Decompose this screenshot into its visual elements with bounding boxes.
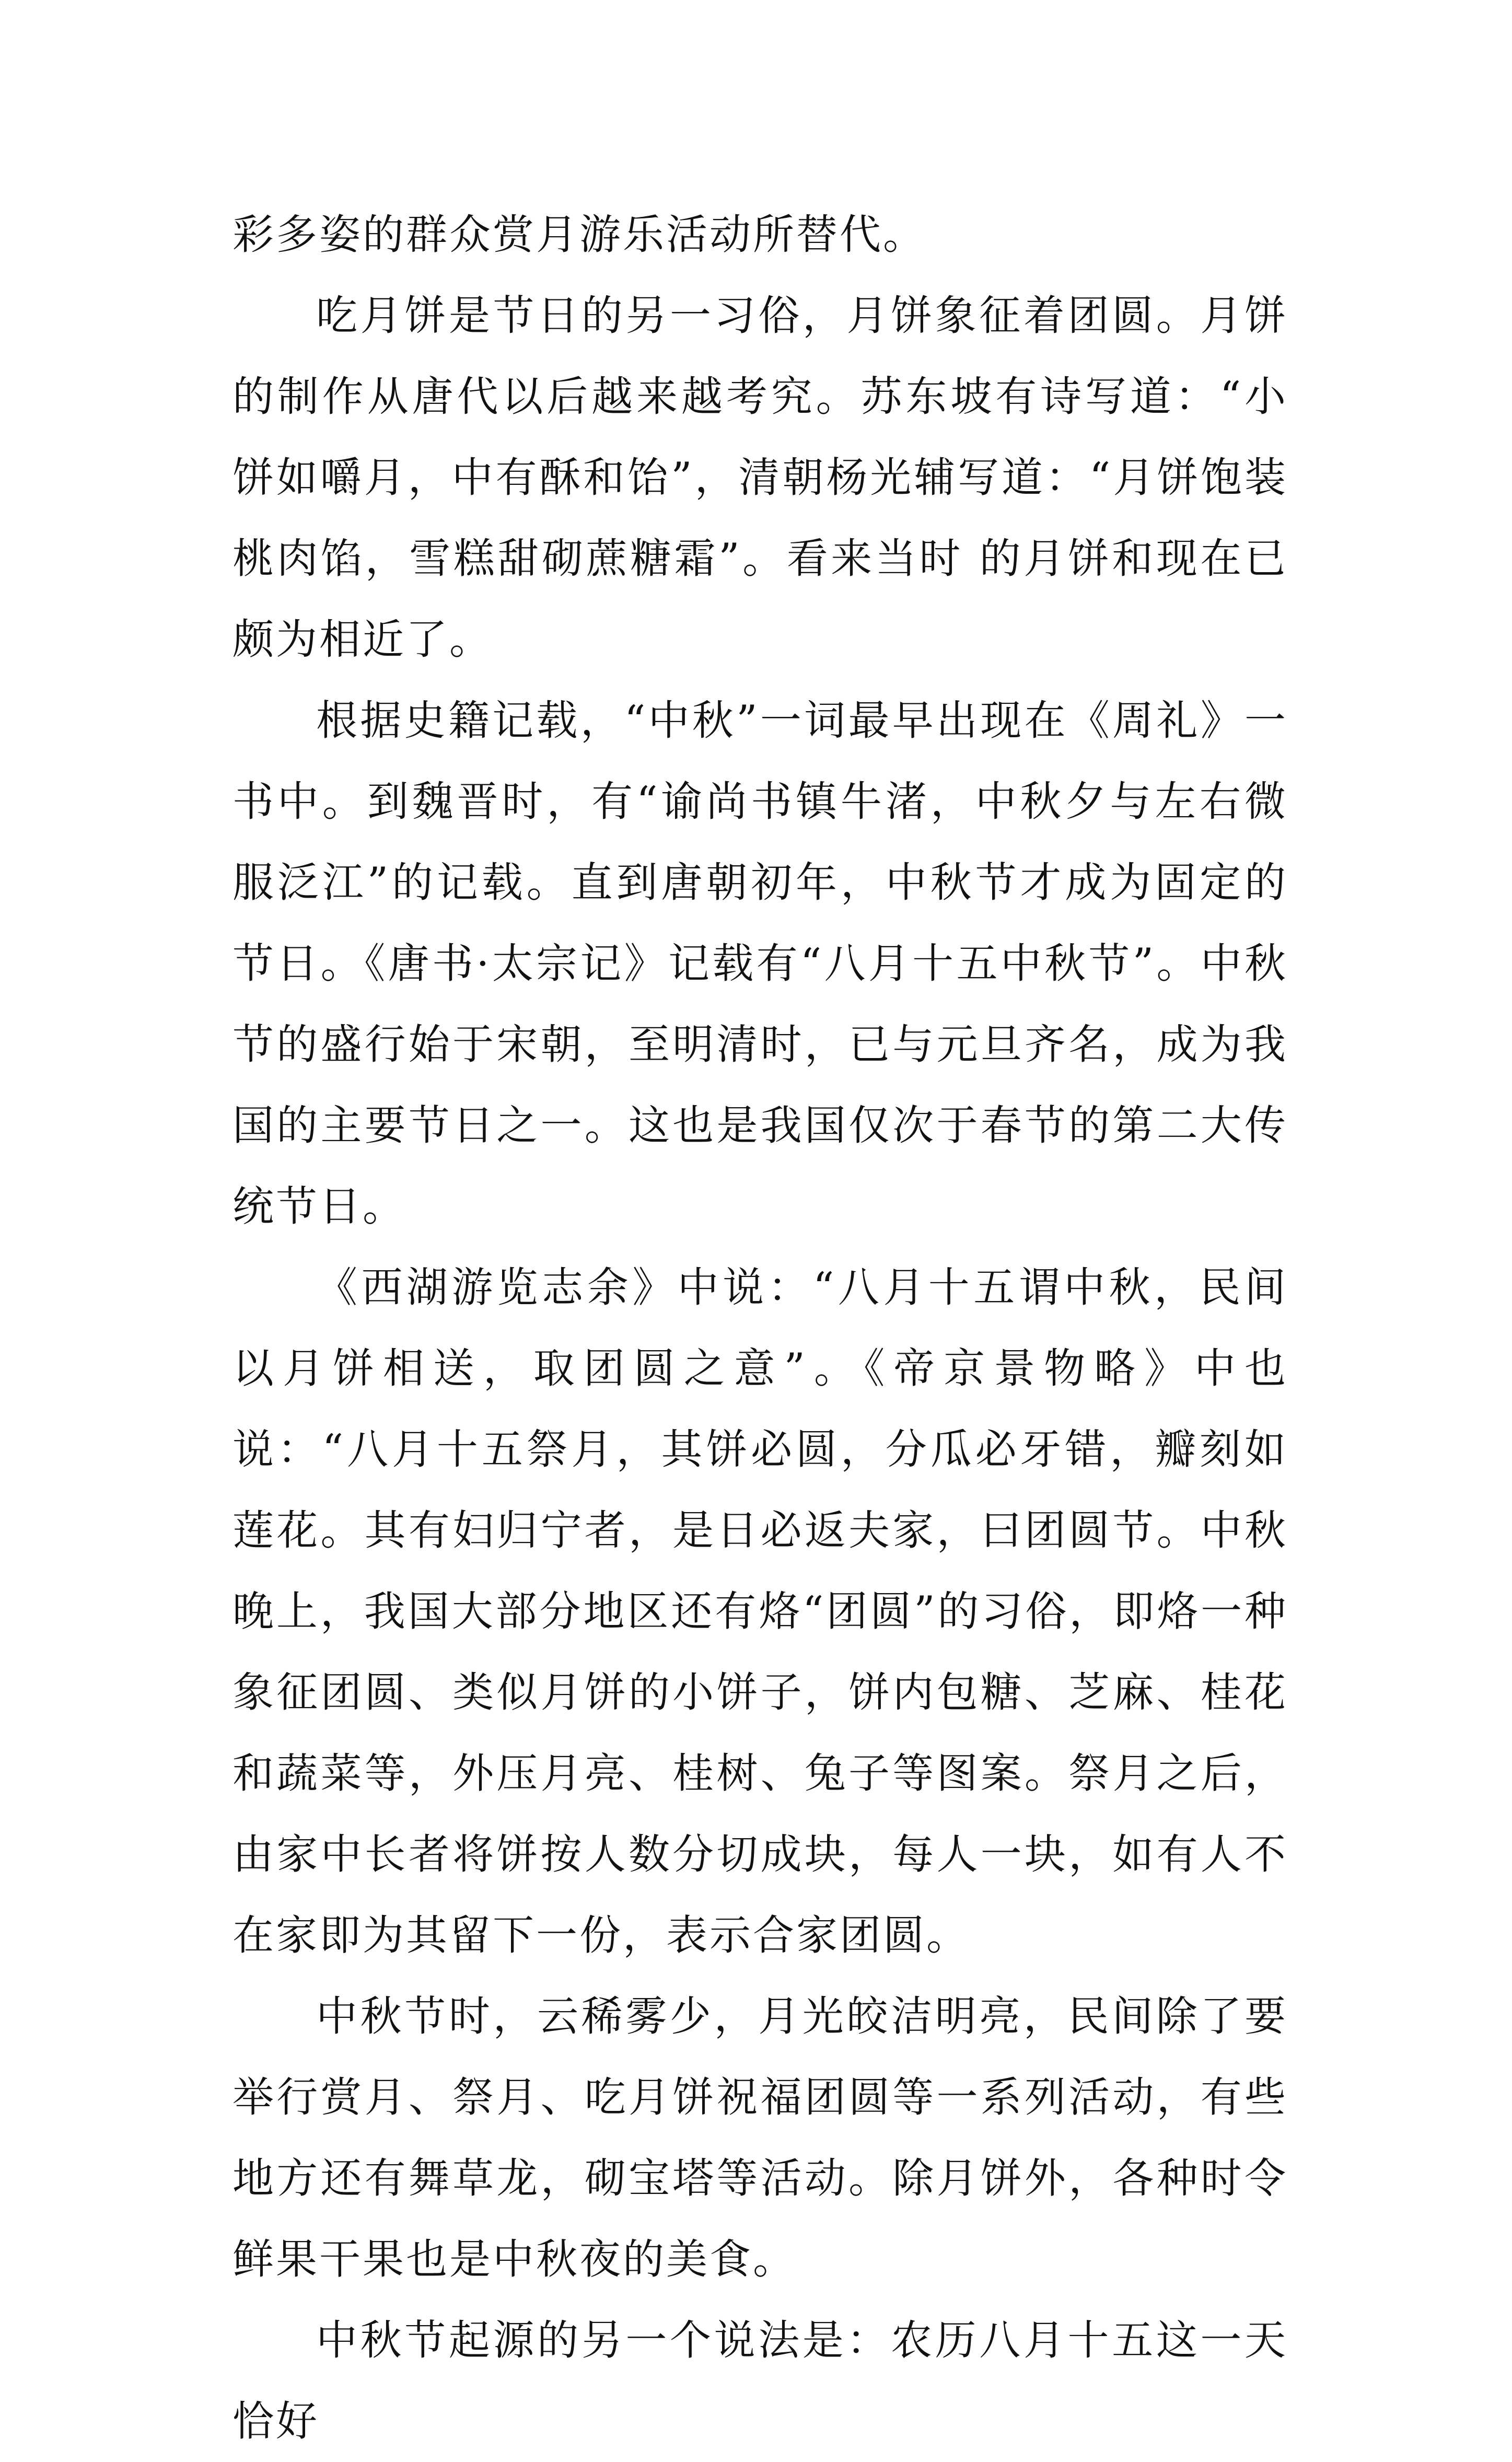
paragraph-reunion-customs: 《西湖游览志余》中说：“八月十五谓中秋，民间以月饼相送，取团圆之意”。《帝京景物略》中也说：“八月十五祭月，其饼必圆，分瓜必牙错，瓣刻如莲花。其有妇归宁者，是日必返夫家，曰团圆节。中秋晚上，我国大部分地区还有烙“团圆”的习俗，即烙一种象征团圆、类似月饼的小饼子，饼内包糖、芝麻、桂花和蔬菜等，外压月亮、桂树、兔子等图案。祭月之后，由家中长者将饼按人数分切成块，每人一块，如有人不在家即为其留下一份，表示合家团圆。 (232, 1263, 1288, 1959)
paragraph-continuation: 彩多姿的群众赏月游乐活动所替代。 (232, 211, 926, 259)
paragraph-festival-activities: 中秋节时，云稀雾少，月光皎洁明亮，民间除了要举行赏月、祭月、吃月饼祝福团圆等一系列活动，有些地方还有舞草龙，砌宝塔等活动。除月饼外，各种时令鲜果干果也是中秋夜的美食。 (232, 1992, 1288, 2283)
paragraph-mooncake-custom: 吃月饼是节日的另一习俗，月饼象征着团圆。月饼的制作从唐代以后越来越考究。苏东坡有诗写道：“小饼如嚼月，中有酥和饴”，清朝杨光辅写道：“月饼饱装桃肉馅，雪糕甜砌蔗糖霜”。看来当时 的月饼和现在已颇为相近了。 (232, 292, 1288, 664)
paragraph-historical-records: 根据史籍记载，“中秋”一词最早出现在《周礼》一书中。到魏晋时，有“谕尚书镇牛渚，中秋夕与左右微服泛江”的记载。直到唐朝初年，中秋节才成为固定的节日。《唐书·太宗记》记载有“八月十五中秋节”。中秋节的盛行始于宋朝，至明清时，已与元旦齐名，成为我国的主要节日之一。这也是我国仅次于春节的第二大传统节日。 (232, 696, 1288, 1230)
body-text (232, 194, 1288, 2462)
paragraph-origin-theory: 中秋节起源的另一个说法是：农历八月十五这一天恰好 (232, 2316, 1288, 2445)
